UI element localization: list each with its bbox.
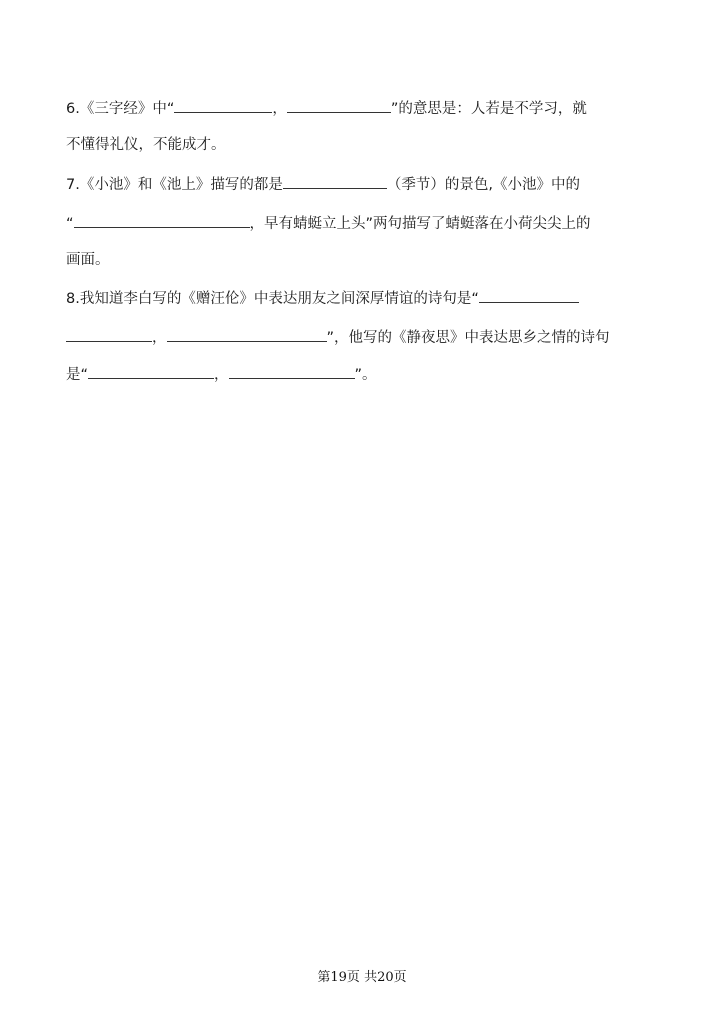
q7-blank-season[interactable] [283,174,387,189]
q6-text-line2: 不懂得礼仪，不能成才。 [66,137,226,153]
q7-blank-verse[interactable] [74,213,250,228]
q8-blank-4[interactable] [229,364,355,379]
q6-text-a: 6.《三字经》中“ [66,101,175,117]
page-footer: 第19页 共20页 [317,970,407,985]
q7-line-1 [66,174,658,195]
q8-line-1 [66,288,658,309]
q8-blank-3[interactable] [88,364,214,379]
q8-text-c: ”，他写的《静夜思》中表达思乡之情的诗句 [326,330,610,346]
q7-text-c: “ [66,216,74,232]
q8-line-3 [66,364,658,385]
q8-text-d: 是“ [66,367,89,383]
q8-line-2 [66,327,658,348]
q8-text-b: ， [152,330,167,346]
q6-blank-2[interactable] [287,98,391,113]
q6-blank-1[interactable] [174,98,272,113]
q7-line-2 [66,213,658,234]
q7-text-d: ，早有蜻蜓立上头”两句描写了蜻蜓落在小荷尖尖上的 [249,216,591,232]
q7-text-a: 7.《小池》和《池上》描写的都是 [66,177,283,193]
q6-line-2 [66,135,658,155]
q7-text-b: （季节）的景色,《小池》中的 [386,177,580,193]
q8-blank-1b[interactable] [66,327,152,342]
q8-text-f: ”。 [354,367,377,383]
q8-text-e: ， [214,367,229,383]
q6-text-c: ”的意思是：人若是不学习，就 [390,101,587,117]
q8-blank-1a[interactable] [479,288,579,303]
q8-text-a: 8.我知道李白写的《赠汪伦》中表达朋友之间深厚情谊的诗句是“ [66,291,479,307]
q6-text-b: ， [272,101,287,117]
q7-line-3 [66,250,658,270]
q6-line-1 [66,98,658,119]
q8-blank-2[interactable] [167,327,327,342]
q7-text-line3: 画面。 [66,252,110,268]
